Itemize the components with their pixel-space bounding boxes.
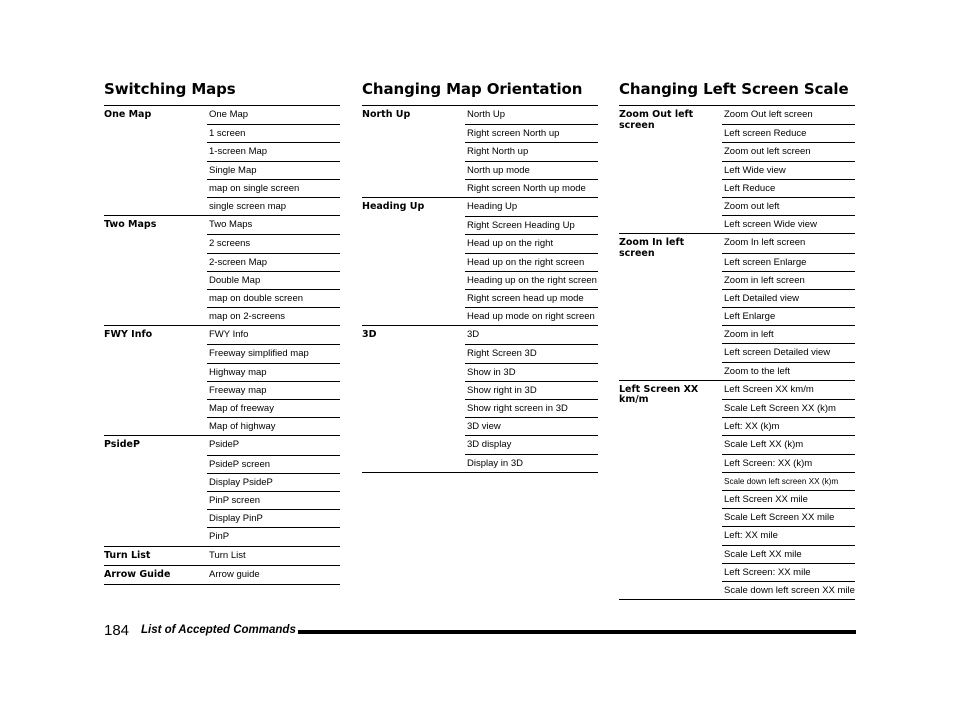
- command-item: Display PsideP: [207, 473, 340, 491]
- command-group-turn-list: [104, 546, 340, 565]
- command-item: 3D display: [465, 435, 598, 453]
- command-item: Left Screen: XX (k)m: [722, 454, 855, 472]
- command-item: Map of highway: [207, 417, 340, 435]
- command-item: Left Screen XX mile: [722, 490, 855, 508]
- command-group-two-maps: [104, 215, 340, 325]
- command-item: Scale Left XX (k)m: [722, 435, 855, 453]
- command-group-3d: [362, 325, 598, 473]
- command-item: Left Enlarge: [722, 307, 855, 325]
- footer-label: List of Accepted Commands: [141, 624, 296, 636]
- command-item: Show right screen in 3D: [465, 399, 598, 417]
- command-group-left-screen-scale: [619, 380, 855, 600]
- command-item: Left screen Enlarge: [722, 253, 855, 271]
- command-item: Right screen head up mode: [465, 289, 598, 307]
- command-item: Zoom out left: [722, 197, 855, 215]
- category-label: Arrow Guide: [104, 568, 171, 580]
- command-item: Right North up: [465, 142, 598, 160]
- command-item: Single Map: [207, 161, 340, 179]
- command-item: North up mode: [465, 161, 598, 179]
- footer-rule: [298, 630, 856, 634]
- command-item: Left screen Reduce: [722, 124, 855, 142]
- command-item: Display PinP: [207, 509, 340, 527]
- section-title: Switching Maps: [104, 80, 236, 98]
- command-table: [104, 105, 340, 585]
- command-item: Right Screen Heading Up: [465, 216, 598, 234]
- command-item: Left screen Wide view: [722, 215, 855, 233]
- category-label: 3D: [362, 329, 377, 341]
- command-group-heading-up: [362, 197, 598, 325]
- category-label: FWY Info: [104, 329, 153, 341]
- category-label: Two Maps: [104, 219, 157, 231]
- command-item: single screen map: [207, 197, 340, 215]
- command-item: PsideP: [209, 439, 240, 451]
- command-item: Left Screen XX km/m: [724, 383, 814, 395]
- command-item: Zoom out left screen: [722, 142, 855, 160]
- category-label: Zoom Out left screen: [619, 109, 694, 131]
- category-label: Heading Up: [362, 200, 425, 212]
- command-group-arrow-guide: [104, 565, 340, 585]
- category-label: One Map: [104, 109, 152, 120]
- command-item: Head up on the right screen: [465, 253, 598, 271]
- command-item: map on single screen: [207, 179, 340, 197]
- command-item: map on 2-screens: [207, 307, 340, 325]
- command-item: Zoom In left screen: [724, 237, 806, 249]
- command-item: FWY Info: [209, 329, 249, 341]
- command-item: Scale down left screen XX mile: [722, 581, 855, 599]
- section-changing-left-screen-scale: [619, 80, 855, 600]
- command-item: Left: XX (k)m: [722, 417, 855, 435]
- command-item: Freeway map: [207, 381, 340, 399]
- section-title: Changing Left Screen Scale: [619, 80, 849, 98]
- command-item: Display in 3D: [465, 454, 598, 472]
- command-item: Left Wide view: [722, 161, 855, 179]
- command-item: Freeway simplified map: [207, 344, 340, 362]
- section-changing-map-orientation: [362, 80, 598, 473]
- command-table: [619, 105, 855, 600]
- command-table: [362, 105, 598, 473]
- command-item: Zoom to the left: [722, 362, 855, 380]
- command-item: Scale down left screen XX (k)m: [722, 472, 855, 490]
- command-item: 3D: [467, 329, 480, 341]
- command-item: 2-screen Map: [207, 253, 340, 271]
- page-number: 184: [104, 622, 130, 639]
- command-item: Two Maps: [209, 219, 253, 231]
- category-label: Zoom In left screen: [619, 237, 685, 259]
- command-item: Show right in 3D: [465, 381, 598, 399]
- command-item: Scale Left XX mile: [722, 545, 855, 563]
- command-item: One Map: [209, 109, 249, 120]
- command-item: Double Map: [207, 271, 340, 289]
- command-item: Zoom in left: [722, 325, 855, 343]
- command-item: Head up on the right: [465, 234, 598, 252]
- command-item: Scale Left Screen XX mile: [722, 508, 855, 526]
- command-item: North Up: [467, 109, 506, 120]
- command-item: PsideP screen: [207, 455, 340, 473]
- category-label: PsideP: [104, 439, 140, 451]
- command-item: 1-screen Map: [207, 142, 340, 160]
- command-group-zoom-in-left: [619, 233, 855, 380]
- command-group-fwy-info: [104, 325, 340, 435]
- command-item: PinP screen: [207, 491, 340, 509]
- command-group-one-map: [104, 105, 340, 215]
- command-item: Right screen North up mode: [465, 179, 598, 197]
- command-item: Right screen North up: [465, 124, 598, 142]
- command-item: Turn List: [209, 549, 246, 561]
- command-item: Heading up on the right screen: [465, 271, 598, 289]
- command-item: Heading Up: [467, 200, 518, 212]
- command-group-psidep: [104, 435, 340, 545]
- command-item: Left: XX mile: [722, 526, 855, 544]
- command-item: Left Screen: XX mile: [722, 563, 855, 581]
- command-group-zoom-out-left: [619, 105, 855, 233]
- command-item: Left Detailed view: [722, 289, 855, 307]
- command-item: Left Reduce: [722, 179, 855, 197]
- command-item: Show in 3D: [465, 363, 598, 381]
- command-item: Left screen Detailed view: [722, 343, 855, 361]
- category-label: North Up: [362, 109, 411, 120]
- command-item: 1 screen: [207, 124, 340, 142]
- command-item: Zoom Out left screen: [724, 109, 813, 120]
- command-item: Arrow guide: [209, 568, 260, 580]
- page-footer: [104, 620, 856, 644]
- command-item: map on double screen: [207, 289, 340, 307]
- command-item: Scale Left Screen XX (k)m: [722, 399, 855, 417]
- category-label: Turn List: [104, 549, 151, 561]
- command-item: 2 screens: [207, 234, 340, 252]
- command-item: Zoom in left screen: [722, 271, 855, 289]
- command-item: PinP: [207, 527, 340, 545]
- command-item: Map of freeway: [207, 399, 340, 417]
- command-group-north-up: [362, 105, 598, 197]
- command-item: Right Screen 3D: [465, 344, 598, 362]
- command-item: Head up mode on right screen: [465, 307, 598, 325]
- command-item: 3D view: [465, 417, 598, 435]
- section-switching-maps: [104, 80, 340, 585]
- command-item: Highway map: [207, 363, 340, 381]
- section-title: Changing Map Orientation: [362, 80, 583, 98]
- category-label: Left Screen XX km/m: [619, 383, 699, 406]
